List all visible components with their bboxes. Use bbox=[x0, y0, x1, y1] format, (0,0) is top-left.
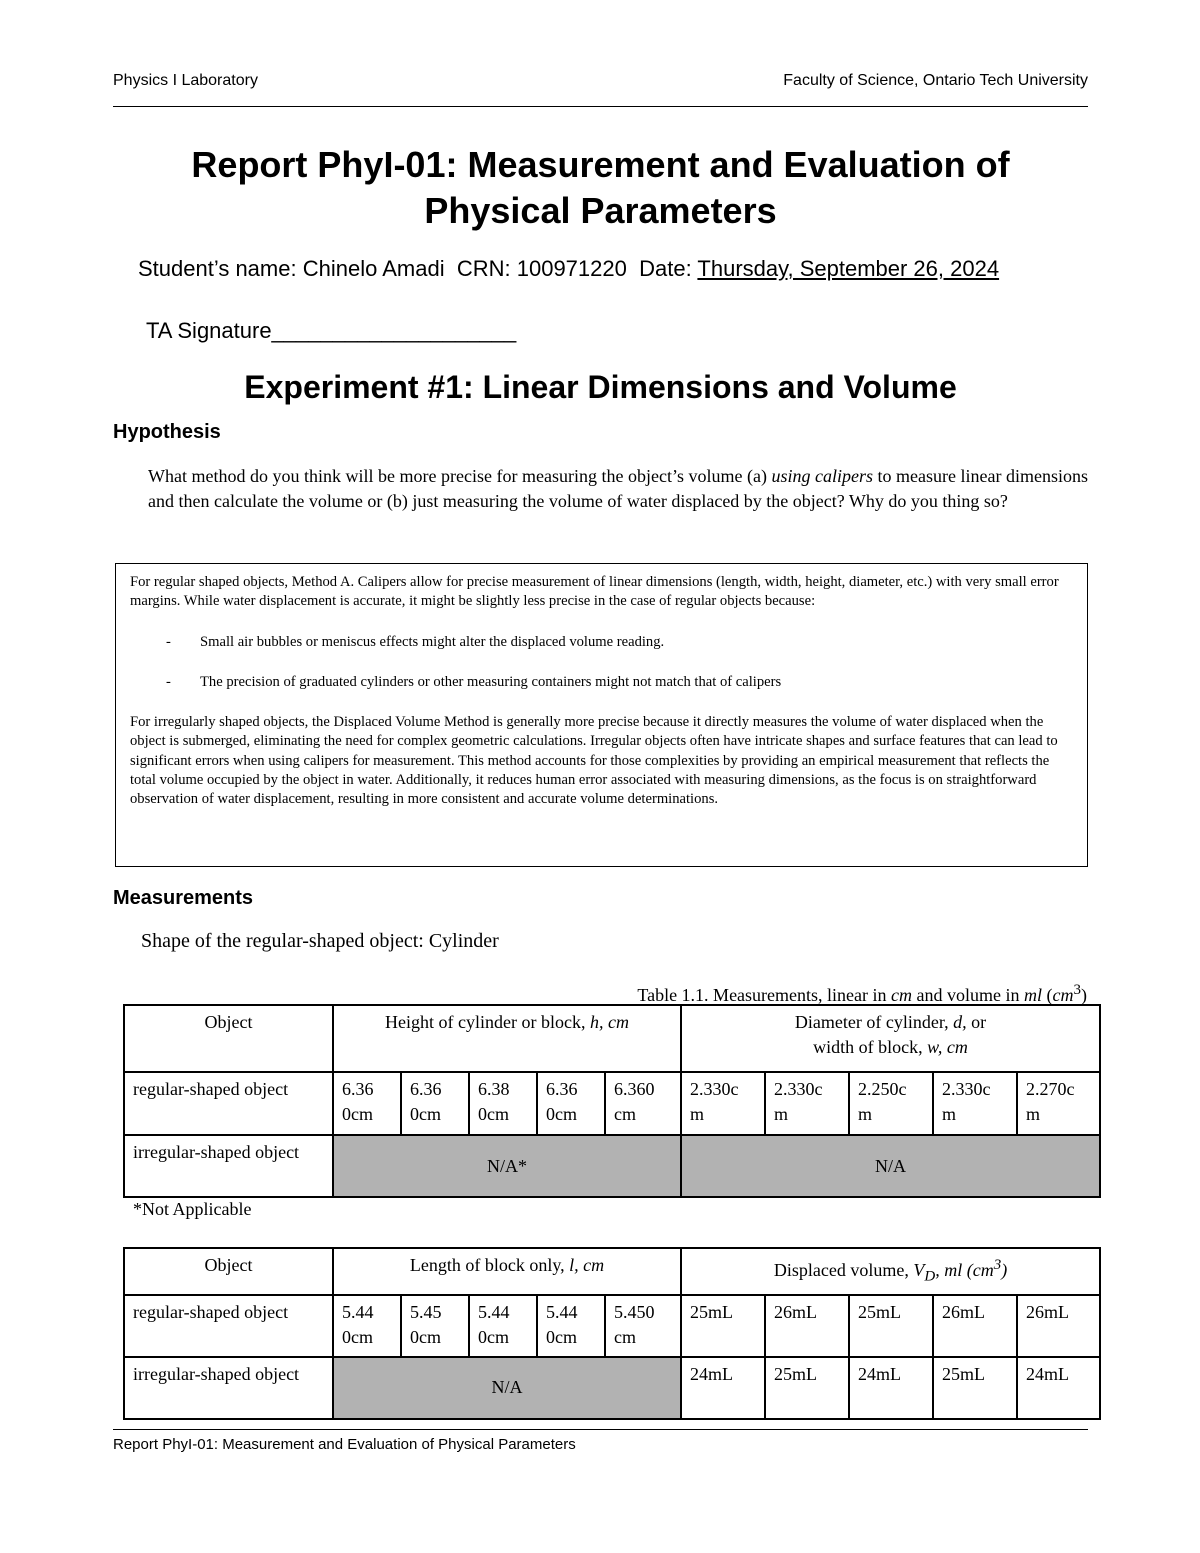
length-cell: 5.45 0cm bbox=[401, 1295, 469, 1357]
table-row bbox=[124, 1357, 1100, 1419]
report-title bbox=[113, 142, 1088, 234]
diameter-cell: 2.330c m bbox=[681, 1072, 765, 1135]
volume-units-close: ) bbox=[1001, 1260, 1008, 1280]
table-header-row bbox=[124, 1005, 1100, 1072]
col-header-object: Object bbox=[124, 1248, 333, 1295]
length-na-cell: N/A bbox=[333, 1357, 681, 1419]
row-label: regular-shaped object bbox=[124, 1072, 333, 1135]
crn-label: CRN: bbox=[456, 256, 511, 281]
caption-superscript: 3 bbox=[1073, 982, 1081, 998]
crn-value: 100971220 bbox=[516, 256, 627, 281]
shape-label: Shape of the regular-shaped object: bbox=[141, 930, 424, 952]
date-label: Date: bbox=[639, 256, 692, 281]
diameter-header-text: Diameter of cylinder, bbox=[794, 1012, 954, 1032]
volume-cell: 25mL bbox=[849, 1295, 933, 1357]
object-shape bbox=[141, 930, 499, 953]
caption-middle: and volume in bbox=[912, 985, 1024, 1005]
length-cell: 5.44 0cm bbox=[469, 1295, 537, 1357]
student-name-label: Student’s name: bbox=[138, 256, 297, 281]
height-cell: 6.36 0cm bbox=[537, 1072, 605, 1135]
table-row bbox=[124, 1295, 1100, 1357]
volume-var-subscript: D bbox=[924, 1268, 936, 1285]
report-title-line2: Physical Parameters bbox=[424, 190, 777, 231]
measurements-heading: Measurements bbox=[113, 887, 254, 909]
diameter-cell: 2.330c m bbox=[765, 1072, 849, 1135]
page-header bbox=[113, 70, 1088, 107]
table-header-row bbox=[124, 1248, 1100, 1295]
caption-prefix: Table 1.1. Measurements, linear in bbox=[637, 985, 892, 1005]
shape-value: Cylinder bbox=[428, 930, 499, 952]
answer-paragraph-2: For irregularly shaped objects, the Displaced Volume Method is generally more precise because it directly measures the volume of water displaced when the object is submerged, eliminating the need for complex geometric calculations. Irregular objects often have intricate shapes and surface features that can lead to significant errors when using calipers for measurement. This method accounts for those complexities by providing an empirical measurement that reflects the total volume occupied by the object in water. Additionally, it reduces human error associated with measuring dimensions, as the focus is on straightforward observation of water displacement, resulting in more consistent and accurate volume determinations. bbox=[130, 714, 1058, 808]
length-header-var: l, cm bbox=[569, 1255, 605, 1275]
hypothesis-question-emphasis: using calipers bbox=[771, 466, 873, 486]
caption-unit-cm: cm bbox=[891, 985, 913, 1005]
caption-unit-ml: ml bbox=[1024, 985, 1042, 1005]
caption-unit-cm3: cm bbox=[1052, 985, 1074, 1005]
col-header-volume bbox=[681, 1248, 1100, 1295]
diameter-header-or: or bbox=[966, 1012, 987, 1032]
diameter-header-var: d, bbox=[953, 1012, 967, 1032]
table-row bbox=[124, 1135, 1100, 1197]
volume-cell: 26mL bbox=[933, 1295, 1017, 1357]
header-faculty: Faculty of Science, Ontario Tech University bbox=[783, 72, 1088, 89]
student-info bbox=[138, 256, 1098, 282]
diameter-cell: 2.330c m bbox=[933, 1072, 1017, 1135]
hypothesis-heading: Hypothesis bbox=[113, 421, 221, 443]
hypothesis-question-part1: What method do you think will be more precise for measuring the object’s volume (a) bbox=[148, 466, 772, 486]
volume-cell: 26mL bbox=[1017, 1295, 1100, 1357]
hypothesis-answer-box bbox=[115, 563, 1088, 867]
volume-var-v: V bbox=[913, 1260, 925, 1280]
answer-bullet bbox=[130, 673, 1075, 692]
volume-cell: 24mL bbox=[1017, 1357, 1100, 1419]
length-cell: 5.450 cm bbox=[605, 1295, 681, 1357]
measurements-table-1 bbox=[123, 1004, 1101, 1198]
height-cell: 6.38 0cm bbox=[469, 1072, 537, 1135]
caption-paren-open: ( bbox=[1042, 985, 1053, 1005]
width-header-text: width of block, bbox=[813, 1037, 928, 1057]
experiment-title: Experiment #1: Linear Dimensions and Volume bbox=[244, 369, 957, 405]
volume-header-text: Displaced volume, bbox=[773, 1260, 914, 1280]
col-header-length bbox=[333, 1248, 681, 1295]
volume-cell: 24mL bbox=[681, 1357, 765, 1419]
hypothesis-question-part2: to measure linear dimensions and then calculate the volume or (b) just measuring the volume of water displaced by the object? Why do you thing so? bbox=[148, 466, 1088, 511]
report-title-line1: Report PhyI-01: Measurement and Evaluation of bbox=[191, 144, 1010, 185]
height-na-cell: N/A* bbox=[333, 1135, 681, 1197]
date-value: Thursday, September 26, 2024 bbox=[697, 256, 1000, 281]
height-header-text: Height of cylinder or block, bbox=[385, 1012, 590, 1032]
student-name: Chinelo Amadi bbox=[302, 256, 445, 281]
diameter-na-cell: N/A bbox=[681, 1135, 1100, 1197]
page-footer: Report PhyI-01: Measurement and Evaluation of Physical Parameters bbox=[113, 1429, 1088, 1453]
width-header-var: w, cm bbox=[927, 1037, 968, 1057]
height-cell: 6.36 0cm bbox=[401, 1072, 469, 1135]
volume-cell: 24mL bbox=[849, 1357, 933, 1419]
answer-bullet-text: Small air bubbles or meniscus effects might alter the displaced volume reading. bbox=[200, 633, 665, 650]
volume-cell: 25mL bbox=[681, 1295, 765, 1357]
volume-header-var bbox=[913, 1257, 1008, 1285]
row-label: irregular-shaped object bbox=[124, 1357, 333, 1419]
answer-bullet-text: The precision of graduated cylinders or other measuring containers might not match that of calipers bbox=[200, 673, 782, 690]
caption-paren-close: ) bbox=[1081, 985, 1087, 1005]
bullet-dash: - bbox=[166, 633, 171, 650]
bullet-dash: - bbox=[166, 673, 171, 690]
volume-cell: 25mL bbox=[933, 1357, 1017, 1419]
height-cell: 6.360 cm bbox=[605, 1072, 681, 1135]
header-course: Physics I Laboratory bbox=[113, 72, 258, 89]
measurements-table-2 bbox=[123, 1247, 1101, 1420]
hypothesis-question bbox=[148, 464, 1088, 514]
volume-units: , ml (cm bbox=[935, 1260, 994, 1280]
row-label: irregular-shaped object bbox=[124, 1135, 333, 1197]
table-caption bbox=[637, 982, 1087, 1006]
col-header-object: Object bbox=[124, 1005, 333, 1072]
col-header-height bbox=[333, 1005, 681, 1072]
answer-bullet bbox=[130, 633, 1075, 652]
table-row bbox=[124, 1072, 1100, 1135]
footnote: *Not Applicable bbox=[133, 1199, 252, 1219]
ta-signature: TA Signature____________________ bbox=[146, 318, 517, 343]
height-header-var: h, cm bbox=[589, 1012, 629, 1032]
volume-units-superscript: 3 bbox=[993, 1257, 1002, 1273]
volume-cell: 25mL bbox=[765, 1357, 849, 1419]
length-cell: 5.44 0cm bbox=[537, 1295, 605, 1357]
volume-cell: 26mL bbox=[765, 1295, 849, 1357]
diameter-cell: 2.270c m bbox=[1017, 1072, 1100, 1135]
answer-paragraph-1: For regular shaped objects, Method A. Calipers allow for precise measurement of linear dimensions (length, width, height, diameter, etc.) with very small error margins. While water displacement is accurate, it might be slightly less precise in the case of regular objects because: bbox=[130, 574, 1059, 610]
row-label: regular-shaped object bbox=[124, 1295, 333, 1357]
length-header-text: Length of block only, bbox=[409, 1255, 570, 1275]
diameter-cell: 2.250c m bbox=[849, 1072, 933, 1135]
col-header-diameter bbox=[681, 1005, 1100, 1072]
length-cell: 5.44 0cm bbox=[333, 1295, 401, 1357]
height-cell: 6.36 0cm bbox=[333, 1072, 401, 1135]
